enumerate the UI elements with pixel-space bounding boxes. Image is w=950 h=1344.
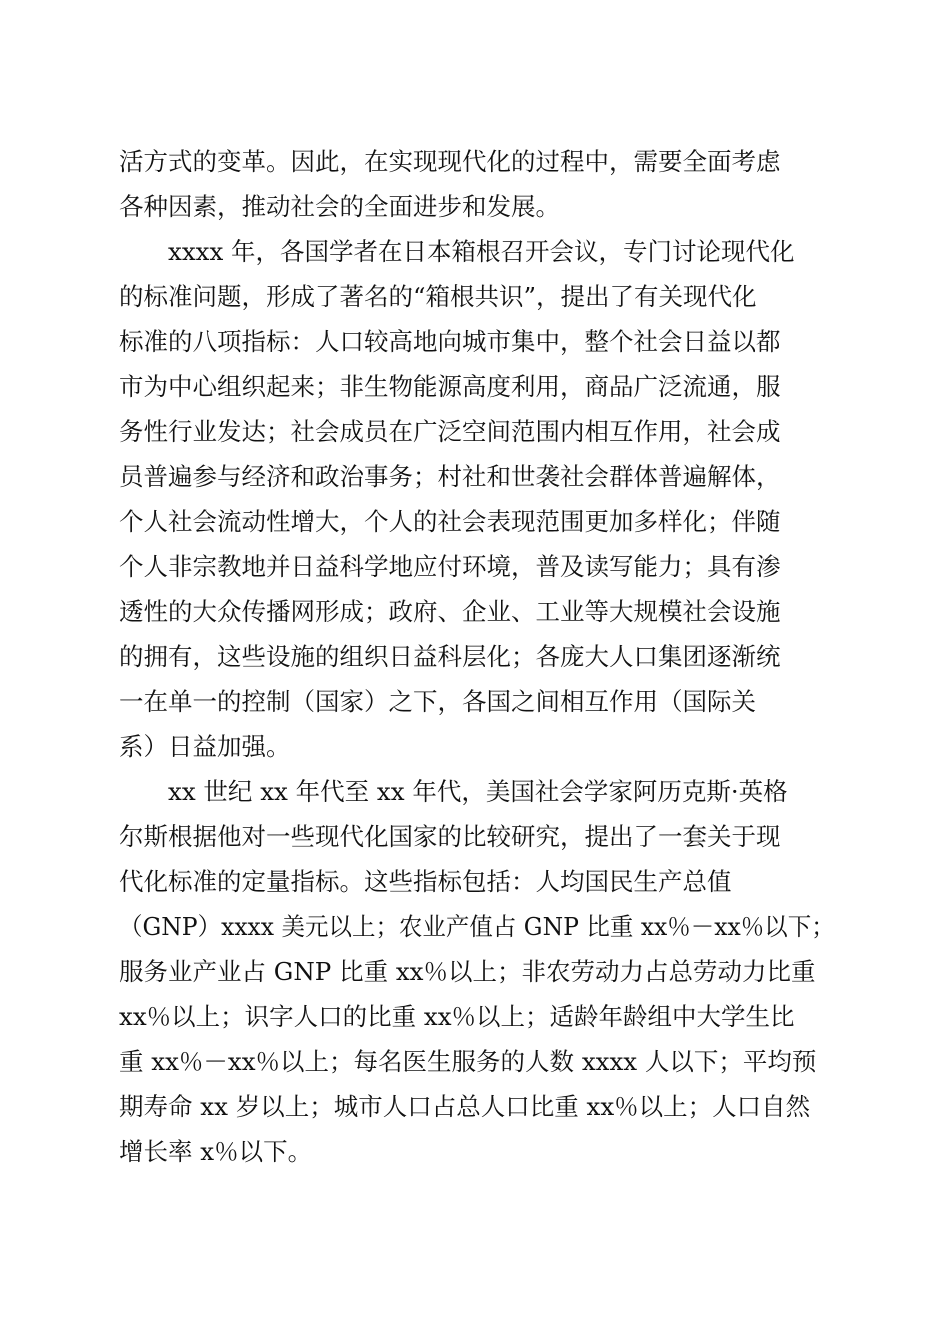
paragraph-line: 代化标准的定量指标。这些指标包括：人均国民生产总值	[119, 867, 732, 896]
paragraph-line: xxxx 年，各国学者在日本箱根召开会议，专门讨论现代化	[168, 237, 795, 266]
paragraph-line: xx％以上；识字人口的比重 xx％以上；适龄年龄组中大学生比	[119, 1002, 795, 1031]
paragraph-line: 各种因素，推动社会的全面进步和发展。	[119, 192, 560, 221]
paragraph-line: 一在单一的控制（国家）之下，各国之间相互作用（国际关	[119, 687, 756, 716]
paragraph-line: 重 xx％－xx％以上；每名医生服务的人数 xxxx 人以下；平均预	[119, 1047, 817, 1076]
paragraph-line: 期寿命 xx 岁以上；城市人口占总人口比重 xx％以上；人口自然	[119, 1092, 811, 1121]
paragraph-line: （GNP）xxxx 美元以上；农业产值占 GNP 比重 xx％－xx％以下；	[119, 912, 835, 941]
paragraph-line: 增长率 x％以下。	[119, 1137, 313, 1166]
paragraph-line: 的拥有，这些设施的组织日益科层化；各庞大人口集团逐渐统	[119, 642, 781, 671]
paragraph-line: 标准的八项指标：人口较高地向城市集中，整个社会日益以都	[119, 327, 781, 356]
paragraph-line: 服务业产业占 GNP 比重 xx％以上；非农劳动力占总劳动力比重	[119, 957, 816, 986]
paragraph-line: 务性行业发达；社会成员在广泛空间范围内相互作用，社会成	[119, 417, 781, 446]
paragraph-line: 个人社会流动性增大，个人的社会表现范围更加多样化；伴随	[119, 507, 781, 536]
paragraph-line: 活方式的变革。因此，在实现现代化的过程中，需要全面考虑	[119, 147, 781, 176]
paragraph-line: 市为中心组织起来；非生物能源高度利用，商品广泛流通，服	[119, 372, 781, 401]
paragraph-line: 的标准问题，形成了著名的“箱根共识”，提出了有关现代化	[119, 282, 757, 311]
paragraph-line: 尔斯根据他对一些现代化国家的比较研究，提出了一套关于现	[119, 822, 781, 851]
paragraph-line: xx 世纪 xx 年代至 xx 年代，美国社会学家阿历克斯·英格	[168, 777, 788, 806]
paragraph-line: 系）日益加强。	[119, 732, 291, 761]
paragraph-line: 员普遍参与经济和政治事务；村社和世袭社会群体普遍解体，	[119, 462, 781, 491]
paragraph-line: 透性的大众传播网形成；政府、企业、工业等大规模社会设施	[119, 597, 781, 626]
paragraph-line: 个人非宗教地并日益科学地应付环境，普及读写能力；具有渗	[119, 552, 781, 581]
